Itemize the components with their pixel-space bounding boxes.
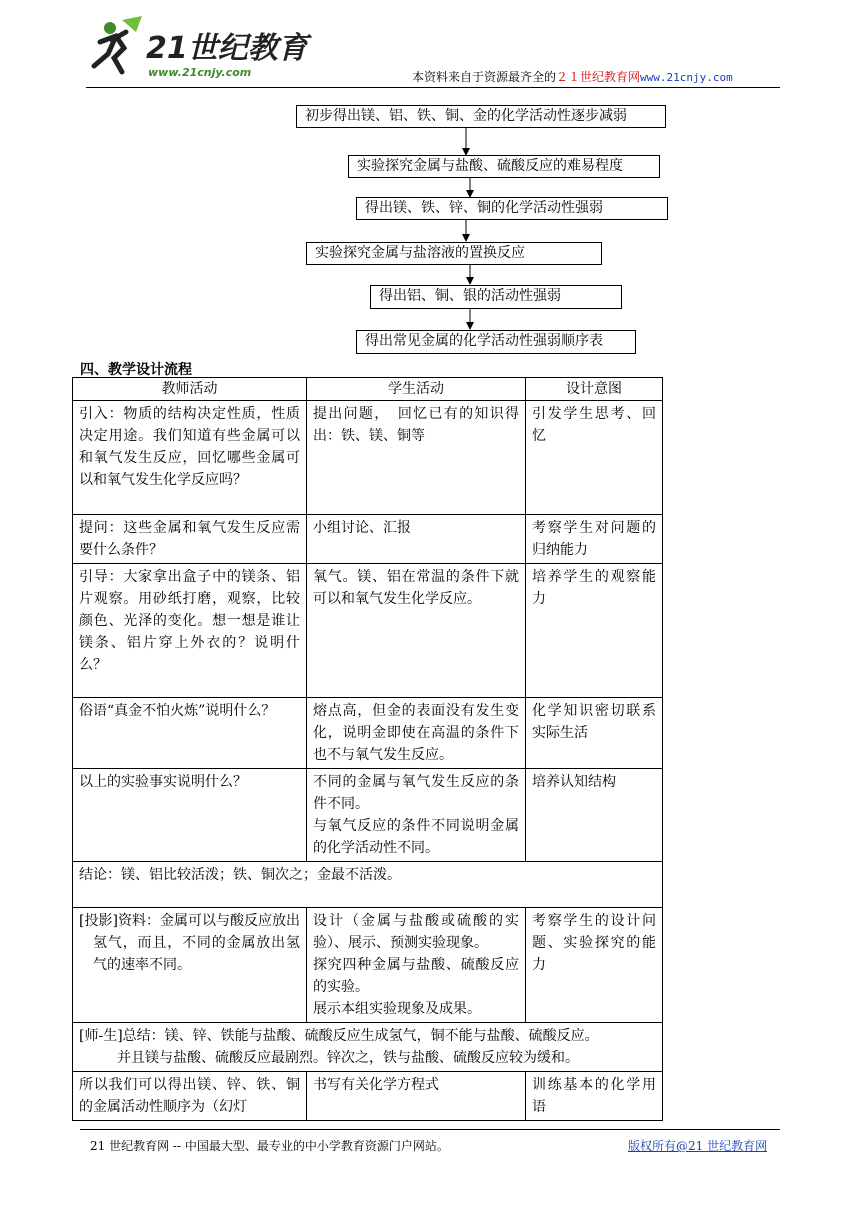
source-site[interactable]: ２１世纪教育网 bbox=[556, 70, 641, 84]
footer-copyright-link[interactable]: 版权所有@21 世纪教育网 bbox=[628, 1139, 768, 1153]
section-title: 四、教学设计流程 bbox=[80, 362, 192, 378]
student-cell: 提出问题， 回忆已有的知识得出：铁、镁、铜等 bbox=[307, 401, 526, 515]
running-figure-icon bbox=[94, 16, 142, 72]
table-row bbox=[73, 698, 663, 769]
header-student: 学生活动 bbox=[307, 378, 526, 401]
student-line: 展示本组实验现象及成果。 bbox=[313, 1001, 481, 1017]
intent-cell: 培养学生的观察能力 bbox=[526, 564, 663, 698]
student-cell: 熔点高，但金的表面没有发生变化，说明金即使在高温的条件下也不与氧气发生反应。 bbox=[307, 698, 526, 769]
intent-cell: 化学知识密切联系实际生活 bbox=[526, 698, 663, 769]
logo-subtext: www.21cnjy.com bbox=[148, 66, 252, 79]
footer-divider bbox=[80, 1129, 780, 1130]
teacher-cell: 所以我们可以得出镁、锌、铁、铜的金属活动性顺序为（幻灯 bbox=[73, 1072, 307, 1121]
intent-cell: 考察学生对问题的归纳能力 bbox=[526, 515, 663, 564]
site-logo bbox=[86, 14, 308, 84]
student-cell: 书写有关化学方程式 bbox=[307, 1072, 526, 1121]
intent-cell: 引发学生思考、回忆 bbox=[526, 401, 663, 515]
source-url[interactable]: www.21cnjy.com bbox=[640, 71, 733, 84]
summary-line: [师-生]总结：镁、锌、铁能与盐酸、硫酸反应生成氢气，铜不能与盐酸、硫酸反应。 bbox=[79, 1028, 599, 1044]
flow-arrowhead-4 bbox=[466, 277, 474, 285]
table-row bbox=[73, 908, 663, 1023]
student-cell bbox=[307, 769, 526, 862]
header-teacher: 教师活动 bbox=[73, 378, 307, 401]
student-cell: 小组讨论、汇报 bbox=[307, 515, 526, 564]
source-prefix: 本资料来自于资源最齐全的 bbox=[412, 70, 557, 84]
conclusion-row bbox=[73, 862, 663, 908]
flow-step-2: 实验探究金属与盐酸、硫酸反应的难易程度 bbox=[348, 155, 660, 178]
flow-arrowhead-5 bbox=[466, 322, 474, 330]
flow-step-5: 得出铝、铜、银的活动性强弱 bbox=[370, 285, 622, 309]
student-cell: 氧气。镁、铝在常温的条件下就可以和氧气发生化学反应。 bbox=[307, 564, 526, 698]
flow-step-3: 得出镁、铁、锌、铜的化学活动性强弱 bbox=[356, 197, 668, 220]
teacher-cell: 引入：物质的结构决定性质，性质决定用途。我们知道有些金属可以和氧气发生反应，回忆哪些金属可以和氧气发生化学反应吗？ bbox=[73, 401, 307, 515]
teacher-cell: 俗语“真金不怕火炼”说明什么？ bbox=[73, 698, 307, 769]
summary-row bbox=[73, 1023, 663, 1072]
summary-cell bbox=[73, 1023, 663, 1072]
table-row bbox=[73, 564, 663, 698]
intent-cell: 训练基本的化学用语 bbox=[526, 1072, 663, 1121]
header-source-note bbox=[412, 68, 733, 85]
header-intent: 设计意图 bbox=[526, 378, 663, 401]
intent-cell: 考察学生的设计问题、实验探究的能力 bbox=[526, 908, 663, 1023]
flow-arrowhead-3 bbox=[462, 234, 470, 242]
student-line: 与氧气反应的条件不同说明金属的化学活动性不同。 bbox=[313, 818, 519, 856]
teacher-cell: 引导：大家拿出盒子中的镁条、铝片观察。用砂纸打磨，观察，比较颜色、光泽的变化。想一想是谁让镁条、铝片穿上外衣的？说明什么？ bbox=[73, 564, 307, 698]
flow-step-6: 得出常见金属的化学活动性强弱顺序表 bbox=[356, 330, 636, 354]
teacher-cell: [投影]资料：金属可以与酸反应放出氢气，而且，不同的金属放出氢气的速率不同。 bbox=[73, 908, 307, 1023]
flow-step-4: 实验探究金属与盐溶液的置换反应 bbox=[306, 242, 602, 265]
footer-site-description: 21 世纪教育网 -- 中国最大型、最专业的中小学教育资源门户网站。 bbox=[90, 1139, 449, 1153]
teacher-cell: 提问：这些金属和氧气发生反应需要什么条件？ bbox=[73, 515, 307, 564]
student-line: 不同的金属与氧气发生反应的条件不同。 bbox=[313, 774, 519, 812]
logo-text: 21世纪教育 bbox=[146, 31, 308, 66]
student-line: 设计（金属与盐酸或硫酸的实验）、展示、预测实验现象。 bbox=[313, 913, 519, 951]
table-header-row bbox=[73, 378, 663, 401]
conclusion-cell: 结论：镁、铝比较活泼；铁、铜次之；金最不活泼。 bbox=[73, 862, 663, 908]
student-cell bbox=[307, 908, 526, 1023]
table-row bbox=[73, 401, 663, 515]
flow-step-1: 初步得出镁、铝、铁、铜、金的化学活动性逐步减弱 bbox=[296, 105, 666, 128]
student-line: 探究四种金属与盐酸、硫酸反应的实验。 bbox=[313, 957, 519, 995]
intent-cell: 培养认知结构 bbox=[526, 769, 663, 862]
table-row bbox=[73, 515, 663, 564]
summary-line: 并且镁与盐酸、硫酸反应最剧烈。锌次之，铁与盐酸、硫酸反应较为缓和。 bbox=[117, 1050, 579, 1066]
header-divider bbox=[86, 87, 780, 88]
table-row bbox=[73, 769, 663, 862]
teacher-cell: 以上的实验事实说明什么？ bbox=[73, 769, 307, 862]
teaching-flow-table bbox=[72, 377, 663, 1121]
table-row bbox=[73, 1072, 663, 1121]
